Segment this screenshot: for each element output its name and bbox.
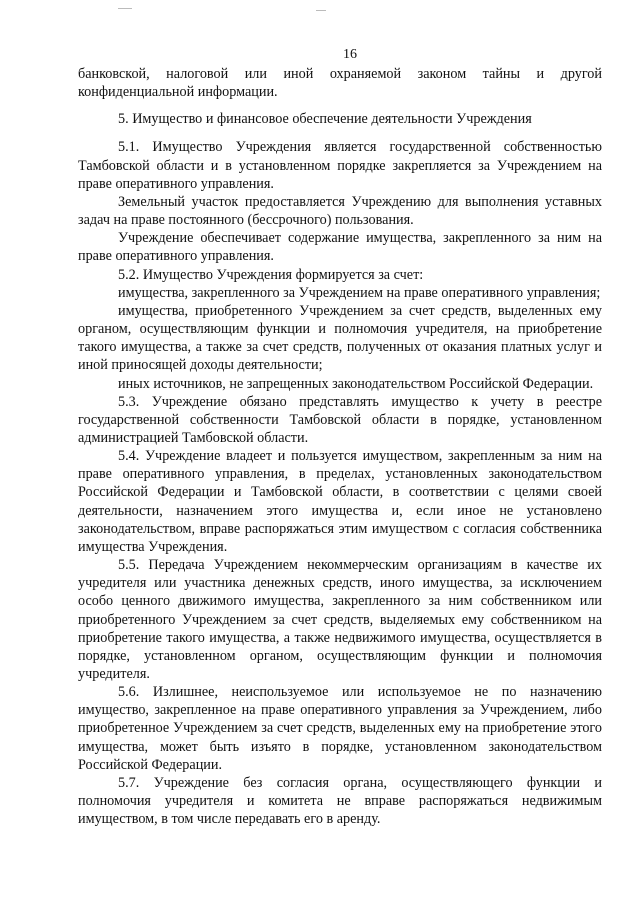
- list-item-assigned-property: имущества, закрепленного за Учреждением на праве оперативного управления;: [118, 284, 601, 301]
- scan-artifact: [316, 10, 326, 11]
- page-number: 16: [343, 47, 357, 62]
- section-heading: 5. Имущество и финансовое обеспечение деятельности Учреждения: [118, 111, 532, 128]
- list-item-other-sources: иных источников, не запрещенных законодательством Российской Федерации.: [118, 375, 594, 392]
- paragraph-land-plot: Земельный участок предоставляется Учреждению для выполнения уставных задач на праве постоянного (бессрочного) пользования.: [78, 193, 602, 229]
- scan-artifact: [118, 8, 132, 9]
- paragraph-5-1: 5.1. Имущество Учреждения является государственной собственностью Тамбовской области и в установленном порядке закрепляется за Учреждением на праве оперативного управления.: [78, 139, 602, 192]
- continuation-paragraph: банковской, налоговой или иной охраняемой законом тайны и другой конфиденциальной информации.: [78, 66, 602, 101]
- paragraph-5-3: 5.3. Учреждение обязано представлять имущество к учету в реестре государственной собственности Тамбовской области в порядке, установленном администрацией Тамбовской области.: [78, 393, 602, 446]
- paragraph-5-6: 5.6. Излишнее, неиспользуемое или используемое не по назначению имущество, закрепленное на праве оперативного управления за Учреждением, либо приобретенное Учреждением за счет средств, выделенных ему на приобретение этого имущества, может быть изъято в порядке, установленном законодательством Российской Федерации.: [78, 684, 602, 773]
- paragraph-maintenance: Учреждение обеспечивает содержание имущества, закрепленного за ним на праве оперативного управления.: [78, 230, 602, 265]
- list-item-acquired-property: имущества, приобретенного Учреждением за счет средств, выделенных ему органом, осуществляющим функции и полномочия учредителя, на приобретение такого имущества, а также за счет средств, полученных от оказания платных услуг и иной приносящей доходы деятельности;: [78, 302, 602, 374]
- paragraph-5-5: 5.5. Передача Учреждением некоммерческим организациям в качестве их учредителя или участника денежных средств, иного имущества, за исключением особо ценного движимого имущества, закрепленного за ним собственником или приобретенного Учреждением за счет средств, выделяемых ему собственником на приобретение такого имущества, а также недвижимого имущества, осуществляется в порядке, установленном органом, осуществляющим функции и полномочия учредителя.: [78, 557, 602, 682]
- paragraph-5-2: 5.2. Имущество Учреждения формируется за счет:: [118, 266, 424, 283]
- paragraph-5-4: 5.4. Учреждение владеет и пользуется имуществом, закрепленным за ним на праве оперативного управления, в пределах, установленных законодательством Российской Федерации и Тамбовской области, в соответствии с целями своей деятельности, назначением этого имущества и, если иное не установлено законодательством, вправе распоряжаться этим имуществом с согласия собственника имущества Учреждения.: [78, 448, 602, 555]
- paragraph-5-7: 5.7. Учреждение без согласия органа, осуществляющего функции и полномочия учредителя и комитета не вправе распоряжаться недвижимым имуществом, в том числе передавать его в аренду.: [78, 774, 602, 828]
